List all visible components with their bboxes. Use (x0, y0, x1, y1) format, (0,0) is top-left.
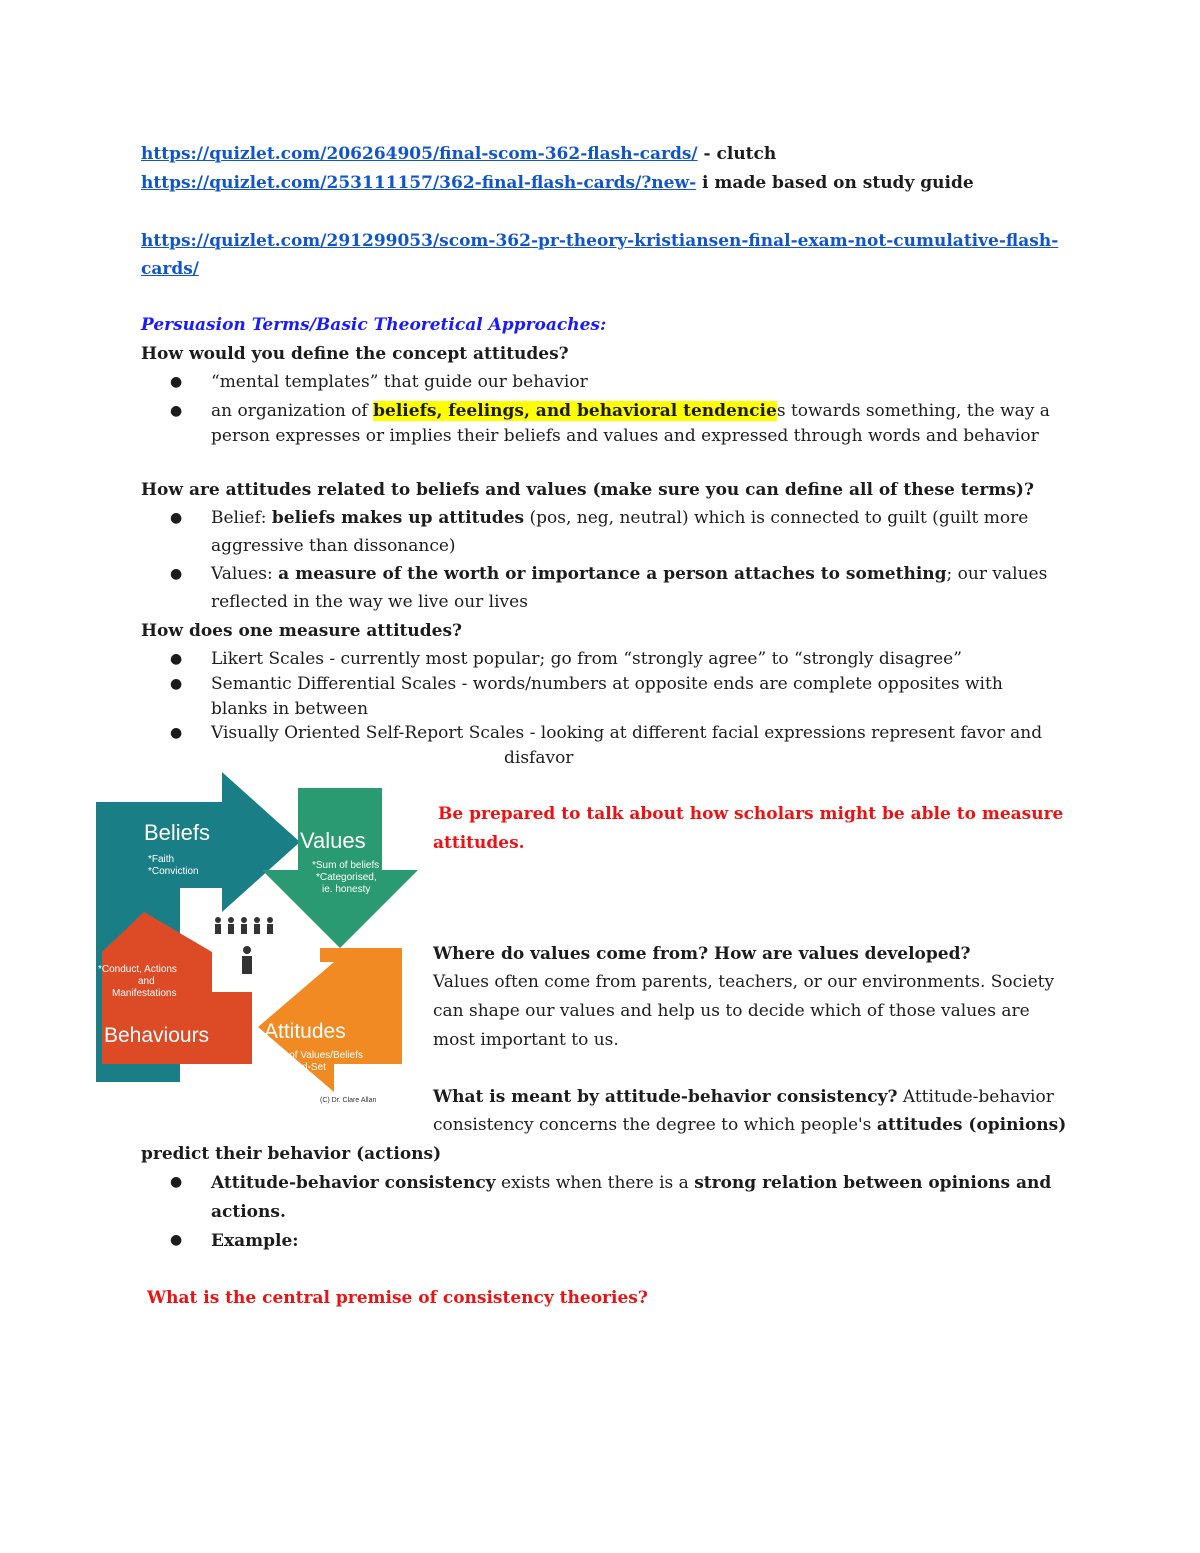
prepared-note-line-1: Be prepared to talk about how scholars might be able to measure (438, 804, 1064, 824)
q1-bullet-1: “mental templates” that guide our behavior (211, 372, 588, 392)
bullet-icon: ● (170, 566, 183, 582)
q2-b2-pre: Values: (211, 564, 279, 584)
q2-b2-post: ; our values (946, 564, 1048, 584)
quizlet-link-3-continued[interactable]: cards/ (141, 259, 199, 279)
bullet-icon: ● (170, 510, 183, 526)
beliefs-values-attitudes-behaviours-diagram (82, 772, 422, 1110)
diagram-credit: (C) Dr. Clare Allan (320, 1097, 377, 1104)
link-line-1 (141, 142, 776, 166)
q5-b1-bold-2: strong relation between opinions and (694, 1173, 1052, 1193)
q5-line-1 (433, 1083, 1054, 1112)
q4-answer-line-1: Values often come from parents, teachers, or our environments. Society (433, 972, 1055, 992)
quizlet-link-2[interactable]: https://quizlet.com/253111157/362-final-flash-cards/?new- (141, 173, 697, 193)
q5-line-2-pre: consistency concerns the degree to which people's (433, 1115, 877, 1135)
link-line-2 (141, 171, 974, 195)
link-2-note: i made based on study guide (696, 173, 974, 193)
beliefs-label: Beliefs (144, 820, 211, 845)
q5-line-2-bold: attitudes (opinions) (876, 1115, 1067, 1135)
link-1-note: - clutch (697, 144, 777, 164)
behaviours-sub-3: Manifestations (112, 988, 177, 999)
q2-b1-pre: Belief: (211, 508, 272, 528)
beliefs-sub-2: *Conviction (148, 866, 199, 877)
values-sub-3: ie. honesty (322, 884, 371, 895)
bullet-icon: ● (170, 1174, 183, 1190)
attitudes-sub-2: *Mind-Set (282, 1062, 326, 1073)
q2-bullet-2 (211, 562, 1047, 586)
q4-answer-line-3: most important to us. (433, 1030, 619, 1050)
question-values-origin: Where do values come from? How are values developed? (433, 944, 971, 964)
q5-b1-mid: exists when there is a (495, 1173, 695, 1193)
bullet-icon: ● (170, 651, 183, 667)
q5-bullet-1-line-2: actions. (211, 1202, 286, 1222)
behaviours-sub-1: *Conduct, Actions (98, 964, 177, 975)
attitudes-sub-1: *Sum of Values/Beliefs (262, 1050, 363, 1061)
q4-answer-line-2: can shape our values and help us to decide which of those values are (433, 1001, 1030, 1021)
bullet-icon: ● (170, 676, 183, 692)
q3-bullet-3: Visually Oriented Self-Report Scales - looking at different facial expressions represent favor and (211, 723, 1043, 743)
question-define-attitudes: How would you define the concept attitudes? (141, 344, 569, 364)
beliefs-sub-1: *Faith (148, 854, 175, 865)
q5-answer-part-1: Attitude-behavior (897, 1087, 1054, 1107)
q1-bullet-2-line-2: person expresses or implies their beliefs and values and expressed through words and behavior (211, 426, 1039, 446)
question-consistency-theories: What is the central premise of consistency theories? (147, 1288, 648, 1308)
q5-line-3: predict their behavior (actions) (141, 1144, 442, 1164)
q3-bullet-2: Semantic Differential Scales - words/numbers at opposite ends are complete opposites with (211, 674, 1003, 694)
values-sub-1: *Sum of beliefs (312, 860, 380, 871)
link-line-3-cont (141, 257, 199, 281)
q2-bullet-2-line-2: reflected in the way we live our lives (211, 592, 528, 612)
q2-bullet-1-line-2: aggressive than dissonance) (211, 536, 456, 556)
q2-b2-bold: a measure of the worth or importance a person attaches to something (278, 564, 947, 584)
q2-b1-post: (pos, neg, neutral) which is connected to guilt (guilt more (524, 508, 1029, 528)
q1-bullet-2 (211, 399, 1050, 423)
section-title: Persuasion Terms/Basic Theoretical Approaches: (141, 315, 607, 335)
question-measure-attitudes: How does one measure attitudes? (141, 621, 462, 641)
attitudes-label: Attitudes (264, 1020, 346, 1043)
q3-bullet-1: Likert Scales - currently most popular; go from “strongly agree” to “strongly disagree” (211, 649, 962, 669)
bullet-icon: ● (170, 725, 183, 741)
values-sub-2: *Categorised, (316, 872, 377, 883)
values-label: Values (300, 828, 366, 853)
q1-b2-post: s towards something, the way a (776, 401, 1050, 421)
quizlet-link-3[interactable]: https://quizlet.com/291299053/scom-362-pr-theory-kristiansen-final-exam-not-cumulative-flash- (141, 231, 1059, 251)
bullet-icon: ● (170, 403, 183, 419)
q1-b2-pre: an organization of (211, 401, 374, 421)
question-attitude-behavior-consistency: What is meant by attitude-behavior consistency? (433, 1087, 898, 1107)
q3-bullet-2-line-2: blanks in between (211, 699, 369, 719)
q2-bullet-1 (211, 506, 1028, 530)
q5-b1-bold-1: Attitude-behavior consistency (211, 1173, 496, 1193)
q5-line-2 (433, 1111, 1066, 1140)
bullet-icon: ● (170, 1232, 183, 1248)
q2-b1-bold: beliefs makes up attitudes (271, 508, 525, 528)
behaviours-label: Behaviours (104, 1024, 210, 1047)
behaviours-sub-2: and (138, 976, 155, 987)
highlighted-text: beliefs, feelings, and behavioral tendencie (373, 401, 777, 421)
quizlet-link-1[interactable]: https://quizlet.com/206264905/final-scom-362-flash-cards/ (141, 144, 698, 164)
q5-bullet-1 (211, 1169, 1051, 1198)
prepared-note-line-2: attitudes. (433, 833, 525, 853)
bullet-icon: ● (170, 374, 183, 390)
question-attitudes-beliefs-values: How are attitudes related to beliefs and values (make sure you can define all of these terms)? (141, 480, 1034, 500)
q5-bullet-2: Example: (211, 1231, 299, 1251)
link-line-3 (141, 229, 1058, 253)
q3-bullet-3-line-2: disfavor (504, 748, 574, 768)
